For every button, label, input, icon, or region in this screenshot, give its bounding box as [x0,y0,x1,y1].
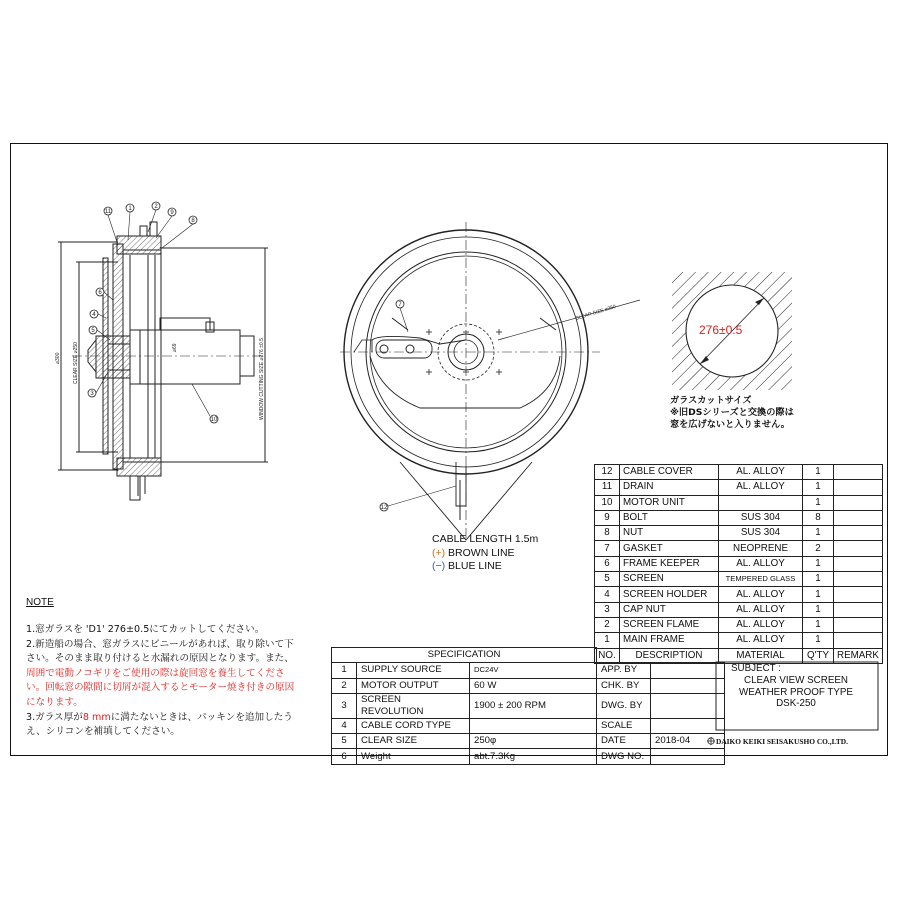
specification-table [331,647,725,765]
side-view-dimension-labels [55,338,265,420]
svg-text:1: 1 [128,206,132,212]
parts-row: 8 NUT SUS 304 1 [595,526,883,541]
parts-row: 12 CABLE COVER AL. ALLOY 1 [595,465,883,480]
spec-row: 5 CLEAR SIZE 250φ DATE 2018-04 [332,734,725,749]
parts-row: 3 CAP NUT AL. ALLOY 1 [595,602,883,617]
parts-row: 1 MAIN FRAME AL. ALLOY 1 [595,633,883,648]
parts-list-table [594,464,883,664]
note-3: 3.ガラス厚が8 mmに満たないときは、パッキンを追加したうえ、シリコンを補填してください。 [26,711,293,738]
title-block-subject [717,663,875,710]
svg-text:9: 9 [170,210,174,216]
parts-header-row: NO. DESCRIPTION MATERIAL Q'TY REMARK [595,648,883,663]
svg-text:2: 2 [154,204,158,210]
glass-cut-note-line2: 窓を広げないと入りません。 [670,419,790,430]
svg-text:6: 6 [98,290,102,296]
parts-row: 9 BOLT SUS 304 8 [595,510,883,525]
spec-row: 2 MOTOR OUTPUT 60 W CHK. BY [332,678,725,693]
note-body [26,623,301,740]
parts-row: 7 GASKET NEOPRENE 2 [595,541,883,556]
glass-cut-note-line1: ※旧DSシリーズと交換の際は [670,407,794,418]
subject-label: SUBJECT : [731,663,781,674]
svg-text:3: 3 [90,391,94,397]
clear-size-dim-label: CLEAR SIZE ⌀250 [73,342,79,384]
cable-plus: (+) BROWN LINE [432,546,515,559]
svg-text:8: 8 [191,218,195,224]
subject-line2: WEATHER PROOF TYPE [739,686,853,698]
note-2: 2.新造船の場合、窓ガラスにビニールがあれば、取り除いて下さい。そのまま取り付けると水漏れの原因となります。また、周囲で電動ノコギリをご使用の際は旋回窓を養生してください。回転窓の隙間に切屑が混入するとモーター焼き付きの原因になります。 [26,638,295,708]
svg-text:10: 10 [210,417,218,423]
parts-row: 11 DRAIN AL. ALLOY 1 [595,480,883,495]
parts-row: 5 SCREEN TEMPERED GLASS 1 [595,572,883,587]
svg-text:12: 12 [380,505,388,511]
parts-row: 2 SCREEN FLAME AL. ALLOY 1 [595,617,883,632]
svg-text:11: 11 [104,209,112,215]
spec-row: 4 CABLE CORD TYPE SCALE [332,718,725,733]
note-1: 1.窓ガラスを 'D1' 276±0.5にてカットしてください。 [26,624,265,635]
spec-row: 6 Weight abt.7.3Kg DWG NO. [332,749,725,764]
svg-text:7: 7 [398,302,402,308]
subject-line1: CLEAR VIEW SCREEN [744,674,848,686]
glass-cut-note [670,395,794,431]
spec-row: 3 SCREEN REVOLUTION 1900 ± 200 RPM DWG. BY [332,693,725,718]
front-clear-size-label: CLEAR SIZE ⌀250 [574,303,617,322]
side-section-view [58,222,268,500]
window-cut-dim-label: WINDOW CUTTING SIZE ⌀276 ±0.5 [259,338,265,420]
cable-info [432,533,538,574]
motor-dim-label: ⌀69 [172,343,178,352]
note-title: NOTE [26,597,54,608]
spec-header-row: SPECIFICATION [332,648,725,663]
glass-cut-detail [672,272,792,390]
overall-dim-label: ⌀300 [55,352,61,364]
spec-row: 1 SUPPLY SOURCE DC24V APP. BY [332,663,725,678]
glass-cut-note-title: ガラスカットサイズ [670,395,752,406]
parts-row: 6 FRAME KEEPER AL. ALLOY 1 [595,556,883,571]
svg-text:5: 5 [91,328,95,334]
glass-cut-dim: 276±0.5 [699,323,743,337]
cable-length: CABLE LENGTH 1.5m [432,533,539,545]
company-name: DAIKO KEIKI SEISAKUSHO CO.,LTD. [716,737,848,746]
svg-text:4: 4 [92,312,96,318]
parts-row: 4 SCREEN HOLDER AL. ALLOY 1 [595,587,883,602]
subject-model: DSK-250 [776,698,816,710]
parts-row: 10 MOTOR UNIT 1 [595,495,883,510]
cable-minus: (−) BLUE LINE [432,560,502,572]
